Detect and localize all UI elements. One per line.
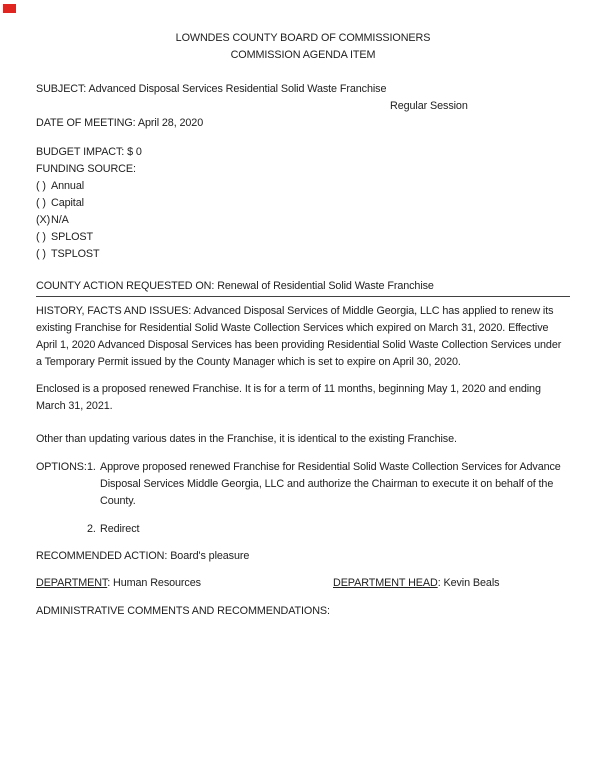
county-action-value: Renewal of Residential Solid Waste Franchise <box>217 280 434 292</box>
option-number: 1. <box>87 461 96 473</box>
department-separator: : <box>107 577 111 589</box>
option-item-1 <box>87 459 570 510</box>
option-text: Approve proposed renewed Franchise for Residential Solid Waste Collection Services for Advance Disposal Services Middle Georgia, LLC and authorize the Chairman to execute it on behalf of the County. <box>100 461 561 507</box>
enclosed-paragraph: Enclosed is a proposed renewed Franchise. It is for a term of 11 months, beginning May 1, 2020 and ending March 31, 2021. <box>36 383 541 412</box>
department-row <box>36 575 570 592</box>
recommended-action-value: Board's pleasure <box>170 550 250 562</box>
other-paragraph: Other than updating various dates in the Franchise, it is identical to the existing Franchise. <box>36 433 457 445</box>
options-items <box>87 459 570 538</box>
funding-option-splost <box>36 229 570 246</box>
agenda-item-title: COMMISSION AGENDA ITEM <box>230 49 376 61</box>
history-paragraph <box>36 303 570 371</box>
recommended-action-line <box>36 548 570 565</box>
history-text: Advanced Disposal Services of Middle Georgia, LLC has applied to renew its existing Franchise for Residential Solid Waste Collection Services which expired on March 31, 2020. Effective April 1, 2020 Advanced Disposal Services has been providing Residential Solid Waste Collection Services under a Temporary Permit issued by the County Manager which is set to expire on April 30, 2020. <box>36 305 562 368</box>
funding-option-na <box>36 212 570 229</box>
funding-option-tsplost <box>36 246 570 263</box>
county-action-line <box>36 278 570 297</box>
department-head-line <box>333 575 499 592</box>
county-action-label: COUNTY ACTION REQUESTED ON: <box>36 280 215 292</box>
funding-option-label: TSPLOST <box>51 248 100 260</box>
document-content <box>36 0 570 620</box>
funding-option-annual <box>36 178 570 195</box>
subject-label: SUBJECT: <box>36 83 87 95</box>
meeting-date-value: April 28, 2020 <box>137 117 204 129</box>
options-label: OPTIONS: <box>36 461 87 473</box>
red-marker <box>3 4 16 13</box>
department-value: Human Resources <box>113 577 201 589</box>
department-head-value: Kevin Beals <box>443 577 500 589</box>
history-label: HISTORY, FACTS AND ISSUES: <box>36 305 192 317</box>
subject-value: Advanced Disposal Services Residential Solid Waste Franchise <box>88 83 387 95</box>
checkbox-mark-checked: (X) <box>36 214 51 226</box>
budget-impact-value: $ 0 <box>127 146 142 158</box>
department-head-separator: : <box>437 577 441 589</box>
admin-comments-line: ADMINISTRATIVE COMMENTS AND RECOMMENDATIONS: <box>36 605 330 617</box>
funding-option-capital <box>36 195 570 212</box>
option-number: 2. <box>87 523 96 535</box>
funding-option-label: Capital <box>51 197 84 209</box>
checkbox-mark: ( ) <box>36 180 46 192</box>
session-note: Regular Session <box>390 100 468 112</box>
budget-impact-label: BUDGET IMPACT: <box>36 146 125 158</box>
subject-line <box>36 81 570 98</box>
funding-option-label: SPLOST <box>51 231 94 243</box>
meeting-date-line <box>36 115 570 132</box>
option-item-2 <box>87 521 570 538</box>
budget-impact-line <box>36 144 570 161</box>
option-text: Redirect <box>100 523 140 535</box>
checkbox-mark: ( ) <box>36 231 46 243</box>
funding-source-label: FUNDING SOURCE: <box>36 163 136 175</box>
recommended-action-label: RECOMMENDED ACTION: <box>36 550 168 562</box>
department-label: DEPARTMENT <box>36 577 108 589</box>
funding-option-label: N/A <box>51 214 69 226</box>
meeting-date-label: DATE OF MEETING: <box>36 117 136 129</box>
options-section <box>36 459 570 538</box>
department-line <box>36 575 333 592</box>
board-title: LOWNDES COUNTY BOARD OF COMMISSIONERS <box>175 32 431 44</box>
document-header <box>36 30 570 64</box>
checkbox-mark: ( ) <box>36 248 46 260</box>
funding-option-label: Annual <box>51 180 85 192</box>
checkbox-mark: ( ) <box>36 197 46 209</box>
department-head-label: DEPARTMENT HEAD <box>333 577 438 589</box>
